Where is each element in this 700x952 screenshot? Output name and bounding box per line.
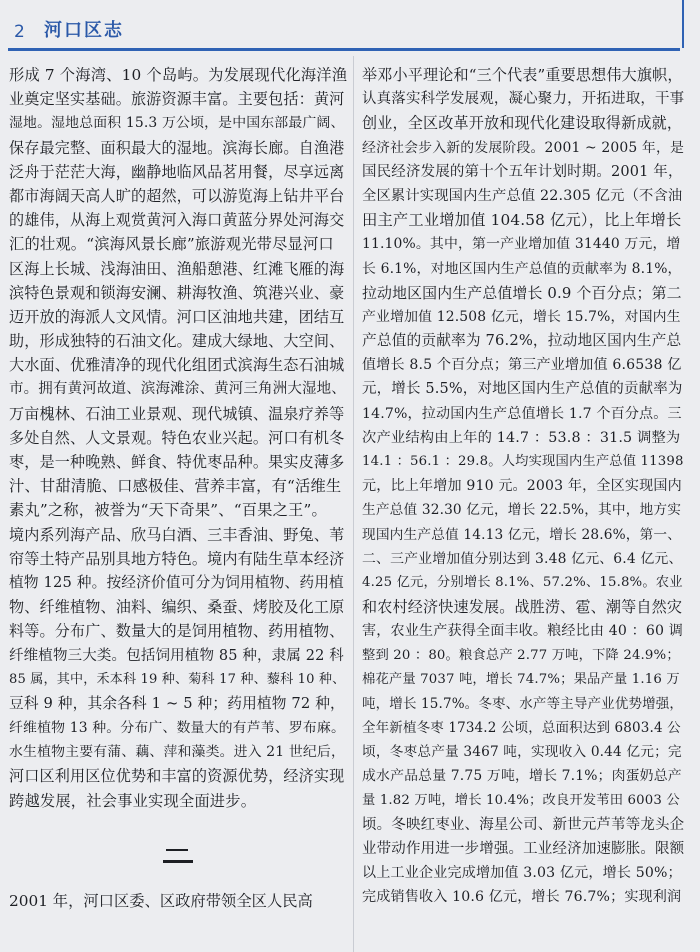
text-line: 大水面、优雅清净的现代化组团式滨海生态石油城 <box>9 356 345 375</box>
text-line: 跨越发展，社会事业实现全面进步。 <box>9 791 257 810</box>
text-line: 长 6.1%，对地区国内生产总值的贡献率为 8.1%， <box>362 260 682 277</box>
section-numeral-stroke-bottom <box>163 860 193 863</box>
text-line: 纤维植物 13 种。分布广、数量大的有芦苇、罗布麻。 <box>9 720 346 737</box>
text-line: 元，增长 5.5%，对地区国内生产总值的贡献率为 <box>362 381 683 398</box>
text-line: 形成 7 个海湾、10 个岛屿。为发展现代化海洋渔 <box>9 66 347 84</box>
text-line: 整到 20 ：80。粮食总产 2.77 万吨，下降 24.9%； <box>362 647 680 663</box>
text-line: 害，农业生产获得全面丰收。粮经比由 40 ：60 调 <box>362 623 683 640</box>
text-line: 产业增加值 12.508 亿元，增长 15.7%，对国内生 <box>362 308 681 325</box>
text-line: 和农村经济快速发展。战胜涝、雹、潮等自然灾 <box>362 598 683 617</box>
text-line: 的雄伟，从海上观赏黄河入海口黄蓝分界处河海交 <box>9 211 345 230</box>
section-numeral-stroke-top <box>166 849 188 851</box>
text-line: 全区累计实现国内生产总值 22.305 亿元（不含油 <box>362 187 683 204</box>
text-line: 滨特色景观和锁海安澜、耕海牧渔、筑港兴业、豪 <box>9 283 345 302</box>
text-line: 11.10%。其中，第一产业增加值 31440 万元，增 <box>362 236 681 253</box>
text-line: 产总值的贡献率为 76.2%，拉动地区国内生产总 <box>362 332 682 350</box>
text-line: 业奠定坚实基础。旅游资源丰富。主要包括：黄河 <box>9 90 345 109</box>
text-line: 助，形成独特的石油文化。建成大绿地、大空间、 <box>9 332 345 351</box>
text-line: 纤维植物三大类。包括饲用植物 85 种，隶属 22 科 <box>9 647 344 664</box>
text-line: 区海上长城、浅海油田、渔船憩港、红滩飞雁的海 <box>9 259 345 278</box>
text-line: 枣，是一种晚熟、鲜食、特优枣品种。果实皮薄多 <box>9 453 345 471</box>
text-line: 棉花产量 7037 吨，增长 74.7%；果品产量 1.16 万 <box>362 671 680 687</box>
text-line: 次产业结构由上年的 14.7 ：53.8 ：31.5 调整为 <box>362 429 681 446</box>
text-line: 市。拥有黄河故道、滨海滩涂、黄河三角洲大湿地、 <box>9 381 346 398</box>
text-line: 14.7%，拉动国内生产总值增长 1.7 个百分点。三 <box>362 405 682 422</box>
text-line: 水生植物主要有蒲、藕、萍和藻类。进入 21 世纪后， <box>9 744 346 761</box>
text-line: 完成销售收入 10.6 亿元，增长 76.7%；实现利润 <box>362 889 682 906</box>
page-number: 2 <box>14 22 25 42</box>
text-line: 河口区利用区位优势和丰富的资源优势，经济实现 <box>9 767 345 786</box>
text-line: 素丸”之称，被誉为“天下奇果”、“百果之王”。 <box>9 501 327 520</box>
text-line: 业带动作用进一步增强。工业经济加速膨胀。限额 <box>362 841 684 857</box>
text-line: 值增长 8.5 个百分点；第三产业增加值 6.6538 亿 <box>362 357 682 374</box>
text-line: 顷。冬映红枣业、海星公司、新世元芦苇等龙头企 <box>362 816 684 833</box>
text-line: 帘等土特产品别具地方特色。境内有陆生草本经济 <box>9 549 345 568</box>
text-line: 迈开放的海派人文风情。河口区油地共建，团结互 <box>9 307 345 326</box>
right-column <box>362 63 684 910</box>
text-line: 元，比上年增加 910 元。2003 年，全区实现国内 <box>362 478 682 495</box>
text-line: 料等。分布广、数量大的是饲用植物、药用植物、 <box>9 622 345 641</box>
section-first-line: 2001 年，河口区委、区政府带领全区人民高 <box>9 892 313 910</box>
text-line: 汇的壮观。“滨海风景长廊”旅游观光带尽显河口 <box>9 235 334 254</box>
text-line: 湿地。湿地总面积 15.3 万公顷，是中国东部最广阔、 <box>9 115 345 132</box>
text-line: 认真落实科学发展观，凝心聚力，开拓进取，干事 <box>362 91 684 108</box>
text-line: 顷，冬枣总产量 3467 吨，实现收入 0.44 亿元；完 <box>362 744 682 761</box>
text-line: 经济社会步入新的发展阶段。2001 ~ 2005 年，是 <box>362 139 684 156</box>
text-line: 国民经济发展的第十个五年计划时期。2001 年， <box>362 163 683 180</box>
text-line: 泛舟于茫茫大海，幽静地临风品茗用餐，尽享远离 <box>9 162 345 181</box>
text-line: 以上工业企业完成增加值 3.03 亿元，增长 50%； <box>362 865 682 882</box>
text-line: 吨，增长 15.7%。冬枣、水产等主导产业优势增强， <box>362 695 684 712</box>
text-line: 14.1 ：56.1 ：29.8。人均实现国内生产总值 11398 <box>362 454 684 469</box>
text-line: 创业，全区改革开放和现代化建设取得新成就， <box>362 114 683 133</box>
text-line: 生产总值 32.30 亿元，增长 22.5%，其中，地方实 <box>362 502 682 519</box>
text-line: 田主产工业增加值 104.58 亿元），比上年增长 <box>362 211 682 230</box>
column-divider <box>353 56 354 952</box>
text-line: 4.25 亿元，分别增长 8.1%、57.2%、15.8%。农业 <box>362 574 683 590</box>
text-line: 现国内生产总值 14.13 亿元，增长 28.6%，第一、 <box>362 526 682 543</box>
text-line: 成水产品总量 7.75 万吨，增长 7.1%；肉蛋奶总产 <box>362 768 682 785</box>
header-vertical-rule <box>682 0 684 48</box>
text-line: 全年新植冬枣 1734.2 公顷，总面积达到 6803.4 公 <box>362 720 681 737</box>
running-header <box>0 0 700 52</box>
text-line: 拉动地区国内生产总值增长 0.9 个百分点；第二 <box>362 283 682 302</box>
text-line: 举邓小平理论和“三个代表”重要思想伟大旗帜， <box>362 66 683 84</box>
text-line: 量 1.82 万吨，增长 10.4%；改良开发苇田 6003 公 <box>362 792 680 808</box>
text-line: 二、三产业增加值分别达到 3.48 亿元、6.4 亿元、 <box>362 550 683 567</box>
text-line: 85 属，其中，禾本科 19 种、菊科 17 种、藜科 10 种、 <box>9 671 346 687</box>
text-line: 境内系列海产品、欣马白酒、三丰香油、野兔、苇 <box>9 525 345 544</box>
text-line: 物、纤维植物、油料、编织、桑蚕、烤胶及化工原 <box>9 598 345 617</box>
text-line: 植物 125 种。按经济价值可分为饲用植物、药用植 <box>9 573 344 591</box>
text-line: 都市海阔天高人旷的超然，可以游览海上钻井平台 <box>9 186 345 205</box>
section-numeral <box>163 843 195 873</box>
text-line: 多处自然、人文景观。特色农业兴起。河口有机冬 <box>9 428 345 447</box>
left-column <box>9 63 347 813</box>
header-rule <box>8 48 680 51</box>
text-line: 万亩槐林、石油工业景观、现代城镇、温泉疗养等 <box>9 404 345 423</box>
text-line: 豆科 9 种，其余各科 1 ~ 5 种；药用植物 72 种， <box>9 694 345 712</box>
book-title: 河口区志 <box>44 20 124 41</box>
text-line: 保存最完整、面积最大的湿地。滨海长廊。自渔港 <box>9 138 345 157</box>
text-line: 汁、甘甜清脆、口感极佳、营养丰富，有“活维生 <box>9 477 342 496</box>
